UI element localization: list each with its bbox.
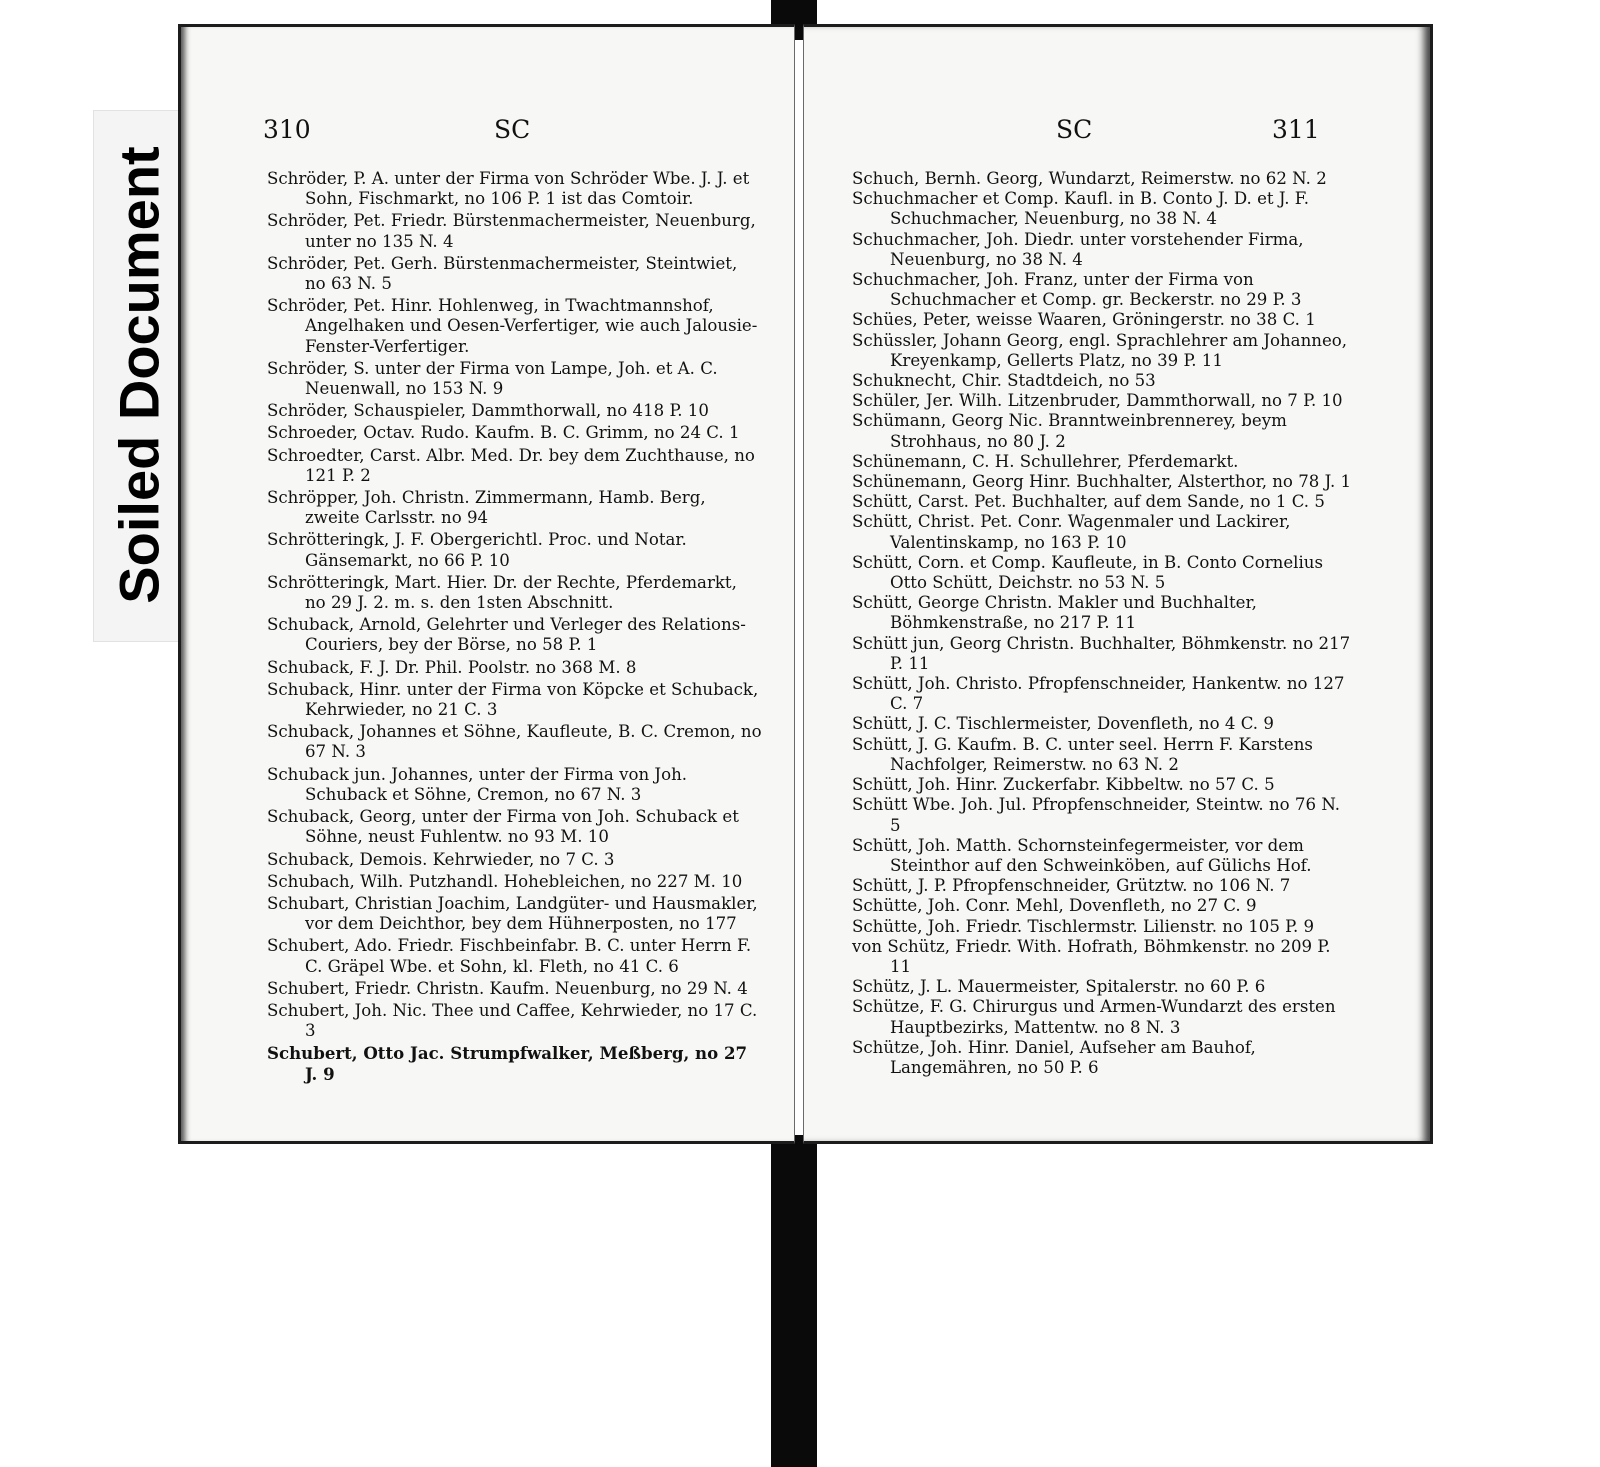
directory-entry: Schües, Peter, weisse Waaren, Gröningerstr. no 38 C. 1	[852, 310, 1316, 330]
entry-list-right	[852, 169, 1352, 1078]
directory-entry: Schubart, Christian Joachim, Landgüter- und Hausmakler, vor dem Deichthor, bey dem Hühnerposten, no 177	[267, 893, 758, 934]
page-number-right: 311	[1272, 115, 1320, 144]
left-page	[178, 24, 795, 1144]
directory-entry: von Schütz, Friedr. With. Hofrath, Böhmkenstr. no 209 P. 11	[852, 936, 1331, 976]
directory-entry: Schuchmacher et Comp. Kaufl. in B. Conto J. D. et J. F. Schuchmacher, Neuenburg, no 38 N. 4	[852, 189, 1309, 229]
entry-list-left	[267, 169, 762, 1086]
running-head-right: SC	[1056, 115, 1093, 144]
directory-entry: Schubert, Ado. Friedr. Fischbeinfabr. B. C. unter Herrn F. C. Gräpel Wbe. et Sohn, kl. Fleth, no 41 C. 6	[267, 936, 752, 976]
directory-entry: Schümann, Georg Nic. Branntweinbrennerey, beym Strohhaus, no 80 J. 2	[852, 411, 1287, 451]
directory-entry: Schubert, Friedr. Christn. Kaufm. Neuenburg, no 29 N. 4	[267, 978, 748, 998]
directory-entry: Schütt, Joh. Hinr. Zuckerfabr. Kibbeltw. no 57 C. 5	[852, 775, 1275, 795]
directory-entry: Schroedter, Carst. Albr. Med. Dr. bey dem Zuchthause, no 121 P. 2	[267, 445, 755, 485]
directory-entry: Schuback, Demois. Kehrwieder, no 7 C. 3	[267, 849, 615, 869]
right-page	[803, 24, 1433, 1144]
directory-entry: Schröder, Pet. Hinr. Hohlenweg, in Twachtmannshof, Angelhaken und Oesen-Verfertiger, wie auch Jalousie-Fenster-Verfertiger.	[267, 296, 758, 356]
directory-entry: Schünemann, Georg Hinr. Buchhalter, Alsterthor, no 78 J. 1	[852, 472, 1352, 492]
directory-entry: Schütt jun, Georg Christn. Buchhalter, Böhmkenstr. no 217 P. 11	[852, 633, 1351, 673]
directory-entry: Schütz, J. L. Mauermeister, Spitalerstr. no 60 P. 6	[852, 977, 1266, 997]
directory-entry: Schuback, Georg, unter der Firma von Joh. Schuback et Söhne, neust Fuhlentw. no 93 M. 10	[267, 807, 739, 847]
directory-entry: Schütt, Joh. Christo. Pfropfenschneider, Hankentw. no 127 C. 7	[852, 674, 1345, 714]
directory-entry: Schuchmacher, Joh. Diedr. unter vorstehender Firma, Neuenburg, no 38 N. 4	[852, 229, 1304, 269]
directory-entry: Schröder, Pet. Friedr. Bürstenmachermeister, Neuenburg, unter no 135 N. 4	[267, 211, 756, 251]
directory-entry: Schuch, Bernh. Georg, Wundarzt, Reimerstw. no 62 N. 2	[852, 169, 1327, 188]
directory-entry: Schünemann, C. H. Schullehrer, Pferdemarkt.	[852, 451, 1239, 471]
directory-entry: Schubach, Wilh. Putzhandl. Hohebleichen, no 227 M. 10	[267, 871, 743, 891]
directory-entry: Schütze, Joh. Hinr. Daniel, Aufseher am Bauhof, Langemähren, no 50 P. 6	[852, 1037, 1256, 1077]
directory-entry: Schuback, Arnold, Gelehrter und Verleger des Relations-Couriers, bey der Börse, no 58 P. 1	[267, 615, 746, 655]
directory-entry: Schröder, Schauspieler, Dammthorwall, no 418 P. 10	[267, 401, 709, 421]
directory-entry: Schröpper, Joh. Christn. Zimmermann, Hamb. Berg, zweite Carlsstr. no 94	[267, 488, 706, 528]
directory-entry: Schuchmacher, Joh. Franz, unter der Firma von Schuchmacher et Comp. gr. Beckerstr. no 29 P. 3	[852, 270, 1302, 310]
directory-entry: Schuback jun. Johannes, unter der Firma von Joh. Schuback et Söhne, Cremon, no 67 N. 3	[267, 764, 688, 804]
directory-entry: Schütt, J. G. Kaufm. B. C. unter seel. Herrn F. Karstens Nachfolger, Reimerstw. no 63 N. 2	[852, 734, 1313, 774]
directory-entry: Schütt, Christ. Pet. Conr. Wagenmaler und Lackirer, Valentinskamp, no 163 P. 10	[852, 512, 1291, 552]
directory-entry: Schrötteringk, Mart. Hier. Dr. der Rechte, Pferdemarkt, no 29 J. 2. m. s. den 1sten Abschnitt.	[267, 572, 737, 613]
directory-entry: Schütt, Corn. et Comp. Kaufleute, in B. Conto Cornelius Otto Schütt, Deichstr. no 53 N. 5	[852, 552, 1323, 593]
directory-entry: Schröder, P. A. unter der Firma von Schröder Wbe. J. J. et Sohn, Fischmarkt, no 106 P. 1 ist das Comtoir.	[267, 169, 750, 209]
condition-label: Soiled Document	[107, 146, 171, 604]
directory-entry: Schütt, J. C. Tischlermeister, Dovenfleth, no 4 C. 9	[852, 714, 1274, 734]
directory-entry: Schuback, Hinr. unter der Firma von Köpcke et Schuback, Kehrwieder, no 21 C. 3	[267, 679, 759, 720]
directory-entry: Schrötteringk, J. F. Obergerichtl. Proc. und Notar. Gänsemarkt, no 66 P. 10	[267, 530, 687, 570]
directory-entry: Schubert, Joh. Nic. Thee und Caffee, Kehrwieder, no 17 C. 3	[267, 1000, 758, 1041]
directory-entry: Schütt, George Christn. Makler und Buchhalter, Böhmkenstraße, no 217 P. 11	[852, 593, 1257, 633]
directory-entry: Schütt, Carst. Pet. Buchhalter, auf dem Sande, no 1 C. 5	[852, 492, 1325, 512]
directory-entry: Schütt, Joh. Matth. Schornsteinfegermeister, vor dem Steinthor auf den Schweinköben, auf Gülichs Hof.	[852, 835, 1312, 875]
running-head-left: SC	[494, 115, 531, 144]
directory-entry: Schuback, Johannes et Söhne, Kaufleute, B. C. Cremon, no 67 N. 3	[267, 722, 762, 762]
directory-entry: Schütte, Joh. Friedr. Tischlermstr. Lilienstr. no 105 P. 9	[852, 916, 1315, 936]
directory-entry: Schütt, J. P. Pfropfenschneider, Grütztw. no 106 N. 7	[852, 876, 1291, 896]
directory-entry: Schüssler, Johann Georg, engl. Sprachlehrer am Johanneo, Kreyenkamp, Gellerts Platz, no 39 P. 11	[852, 330, 1348, 370]
directory-entry: Schüler, Jer. Wilh. Litzenbruder, Dammthorwall, no 7 P. 10	[852, 391, 1343, 411]
directory-entry: Schubert, Otto Jac. Strumpfwalker, Meßberg, no 27 J. 9	[267, 1043, 748, 1084]
directory-entry: Schröder, Pet. Gerh. Bürstenmachermeister, Steintwiet, no 63 N. 5	[267, 253, 738, 294]
directory-entry: Schuback, F. J. Dr. Phil. Poolstr. no 368 M. 8	[267, 657, 637, 677]
book-spine-bottom	[771, 1135, 817, 1467]
directory-entry: Schroeder, Octav. Rudo. Kaufm. B. C. Grimm, no 24 C. 1	[267, 423, 740, 443]
directory-entry: Schuknecht, Chir. Stadtdeich, no 53	[852, 371, 1156, 391]
directory-entry: Schütt Wbe. Joh. Jul. Pfropfenschneider, Steintw. no 76 N. 5	[852, 795, 1341, 835]
directory-entry: Schütze, F. G. Chirurgus und Armen-Wundarzt des ersten Hauptbezirks, Mattentw. no 8 N. 3	[852, 997, 1336, 1037]
directory-entry: Schröder, S. unter der Firma von Lampe, Joh. et A. C. Neuenwall, no 153 N. 9	[267, 358, 718, 399]
directory-entry: Schütte, Joh. Conr. Mehl, Dovenfleth, no 27 C. 9	[852, 896, 1257, 916]
page-number-left: 310	[263, 115, 311, 144]
